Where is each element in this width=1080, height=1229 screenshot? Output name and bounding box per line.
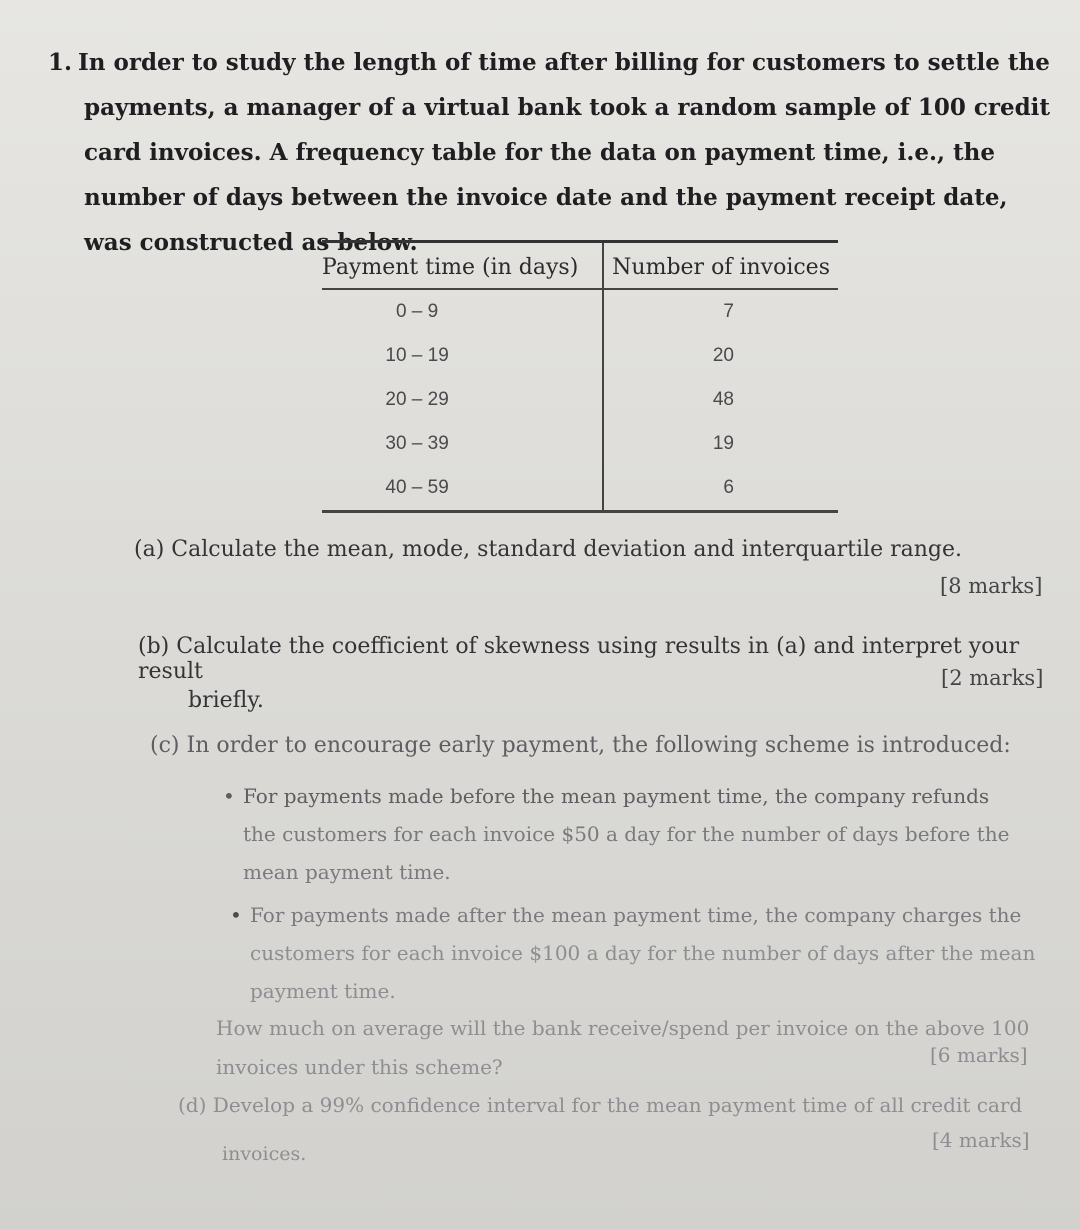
part-a-text: Calculate the mean, mode, standard deviation and interquartile range. [171,537,962,562]
table-row [322,466,838,512]
table-cell-range: 10 – 19 [322,334,603,378]
part-c-label: (c) [150,733,180,758]
part-c-question-line-1: How much on average will the bank receive/spend per invoice on the above 100 [216,1016,1030,1040]
bullet-2-line-2: customers for each invoice $100 a day for the number of days after the mean [250,941,1036,965]
part-d-label: (d) [178,1093,207,1117]
table-cell-count: 19 [712,433,734,454]
part-d [178,1093,1022,1117]
part-b-text-continued: briefly. [188,688,264,713]
part-c-bullet-1 [223,774,1043,894]
table-cell-count: 48 [712,389,734,410]
question-intro-text: In order to study the length of time after billing for customers to settle the payments, a manager of a virtual bank took a random sample of 100 credit card invoices. A frequency table for the data on payment time, i.e., the number of days between the invoice date and the payment receipt date, was constructed as below. [78,49,1051,256]
table-header-row [322,242,838,290]
table-cell-range: 30 – 39 [322,422,603,466]
table-row [322,289,838,334]
part-c-bullet-2 [230,893,1040,1013]
question-intro [48,40,1058,265]
bullet-dot-icon: • [223,784,235,808]
table-cell-range: 40 – 59 [322,466,603,512]
table-row [322,378,838,422]
table-cell-range: 0 – 9 [322,289,603,334]
part-c-text: In order to encourage early payment, the following scheme is introduced: [186,733,1011,758]
part-a-label: (a) [134,537,165,562]
table-row [322,422,838,466]
question-number: 1. [48,49,73,76]
bullet-dot-icon: • [230,903,242,927]
part-c-marks: [6 marks] [930,1043,1028,1067]
part-b-label: (b) [138,634,170,659]
bullet-1-line-2: the customers for each invoice $50 a day for the number of days before the [243,822,1010,846]
table-cell-count: 20 [712,345,734,366]
table-cell-count: 6 [603,466,838,512]
part-c [150,733,1011,758]
bullet-1-line-1: For payments made before the mean payment time, the company refunds [243,784,990,808]
frequency-table [322,240,838,513]
table-cell-count: 7 [723,301,734,322]
table-header-payment-time: Payment time (in days) [322,242,603,290]
table-row [322,334,838,378]
part-d-text-continued: invoices. [222,1143,307,1165]
part-b-marks: [2 marks] [941,666,1044,690]
part-d-text: Develop a 99% confidence interval for the mean payment time of all credit card [212,1093,1023,1117]
part-a [134,537,962,562]
bullet-1-line-3: mean payment time. [243,860,451,884]
table-header-number-of-invoices: Number of invoices [603,242,838,290]
part-a-marks: [8 marks] [940,574,1043,598]
bullet-2-line-1: For payments made after the mean payment time, the company charges the [250,903,1022,927]
part-c-question-line-2: invoices under this scheme? [216,1055,503,1079]
table-cell-range: 20 – 29 [322,378,603,422]
part-b-text: Calculate the coefficient of skewness using results in (a) and interpret your result [138,634,1020,684]
part-b [138,634,1080,684]
bullet-2-line-3: payment time. [250,979,396,1003]
part-d-marks: [4 marks] [932,1128,1030,1152]
